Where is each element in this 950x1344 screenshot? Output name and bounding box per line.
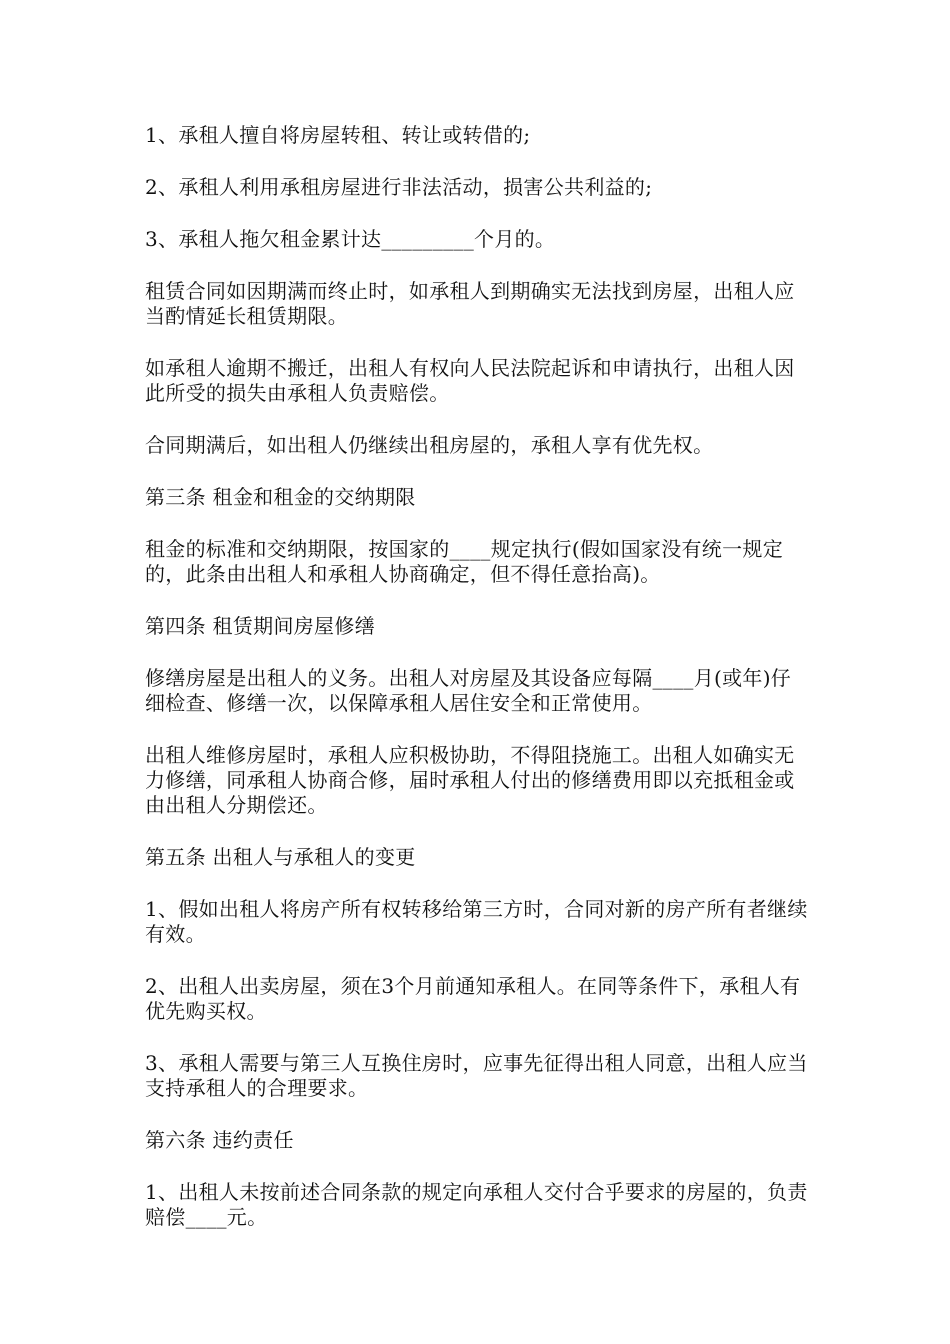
paragraph-priority-right: 合同期满后，如出租人仍继续出租房屋的，承租人享有优先权。 [145, 433, 714, 457]
clause-item-sale: 2、出租人出卖房屋，须在3个月前通知承租人。在同等条件下，承租人有优先购买权。 [145, 974, 801, 1023]
clause-item-transfer: 1、假如出租人将房产所有权转移给第三方时，合同对新的房产所有者继续有效。 [145, 897, 808, 946]
paragraph-lease-extension: 租赁合同如因期满而终止时，如承租人到期确实无法找到房屋，出租人应当酌情延长租赁期限。 [145, 279, 795, 328]
clause-item-liability: 1、出租人未按前述合同条款的规定向承租人交付合乎要求的房屋的，负责赔偿____元。 [145, 1180, 808, 1229]
section-heading-article-4: 第四条 租赁期间房屋修缮 [145, 614, 375, 638]
clause-item-3: 3、承租人拖欠租金累计达_________个月的。 [145, 227, 556, 251]
clause-item-2: 2、承租人利用承租房屋进行非法活动，损害公共利益的; [145, 175, 653, 199]
paragraph-overdue-move: 如承租人逾期不搬迁，出租人有权向人民法院起诉和申请执行，出租人因此所受的损失由承租人负责赔偿。 [145, 356, 795, 405]
clause-item-1: 1、承租人擅自将房屋转租、转让或转借的; [145, 123, 531, 147]
section-heading-article-3: 第三条 租金和租金的交纳期限 [145, 485, 416, 509]
paragraph-repair-duty: 修缮房屋是出租人的义务。出租人对房屋及其设备应每隔____月(或年)仔细检查、修缮一次，以保障承租人居住安全和正常使用。 [145, 666, 792, 715]
paragraph-repair-cooperation: 出租人维修房屋时，承租人应积极协助，不得阻挠施工。出租人如确实无力修缮，同承租人协商合修，届时承租人付出的修缮费用即以充抵租金或由出租人分期偿还。 [145, 743, 795, 817]
section-heading-article-6: 第六条 违约责任 [145, 1128, 294, 1152]
clause-item-exchange: 3、承租人需要与第三人互换住房时，应事先征得出租人同意，出租人应当支持承租人的合理要求。 [145, 1051, 808, 1100]
document-body [145, 123, 810, 1257]
section-heading-article-5: 第五条 出租人与承租人的变更 [145, 845, 416, 869]
paragraph-rent-standard: 租金的标准和交纳期限，按国家的____规定执行(假如国家没有统一规定的，此条由出租人和承租人协商确定，但不得任意抬高)。 [145, 537, 784, 586]
